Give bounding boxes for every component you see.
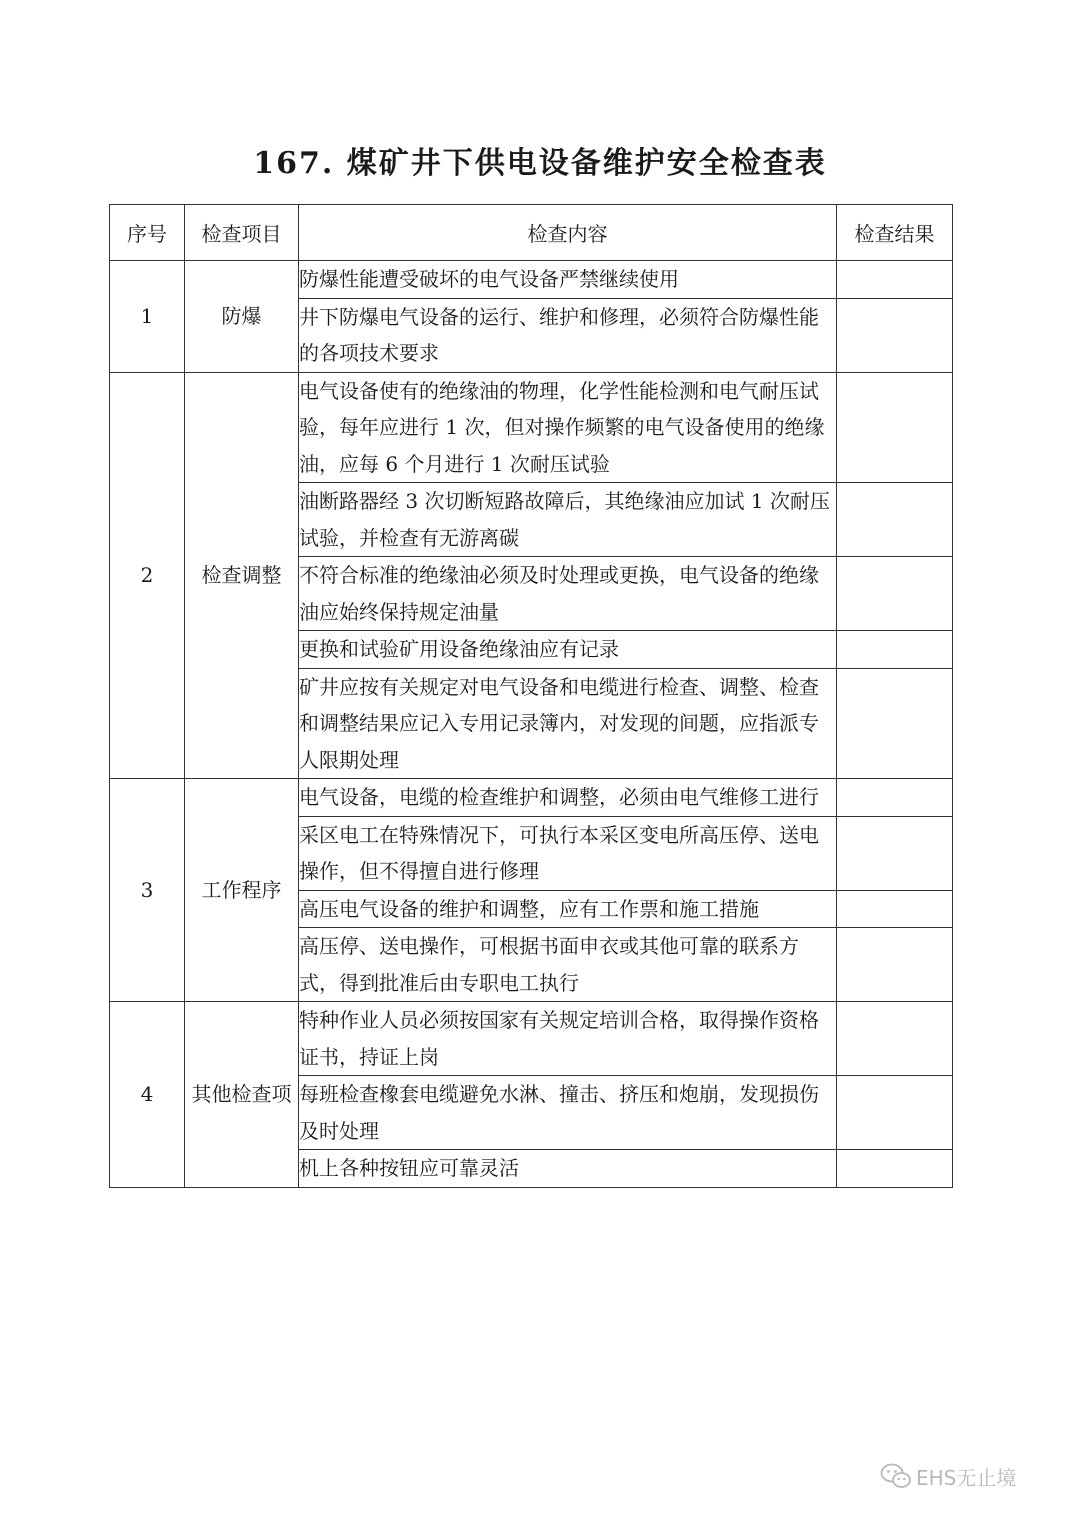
section-item: 防爆: [185, 261, 299, 373]
result-cell[interactable]: [837, 298, 953, 372]
result-cell[interactable]: [837, 816, 953, 890]
header-content: 检查内容: [299, 205, 837, 261]
result-cell[interactable]: [837, 1150, 953, 1188]
result-cell[interactable]: [837, 1002, 953, 1076]
result-cell[interactable]: [837, 261, 953, 299]
table-row: [110, 372, 953, 483]
section-item: 其他检查项: [185, 1002, 299, 1188]
check-content: 每班检查橡套电缆避免水淋、撞击、挤压和炮崩，发现损伤及时处理: [299, 1076, 837, 1150]
section-number: 2: [110, 372, 185, 779]
watermark-text: EHS无止境: [916, 1465, 1017, 1490]
header-item: 检查项目: [185, 205, 299, 261]
check-content: 特种作业人员必须按国家有关规定培训合格，取得操作资格证书，持证上岗: [299, 1002, 837, 1076]
table-row: [110, 779, 953, 817]
result-cell[interactable]: [837, 890, 953, 928]
result-cell[interactable]: [837, 1076, 953, 1150]
section-item: 工作程序: [185, 779, 299, 1002]
check-content: 采区电工在特殊情况下，可执行本采区变电所高压停、送电操作，但不得擅自进行修理: [299, 816, 837, 890]
result-cell[interactable]: [837, 928, 953, 1002]
check-content: 防爆性能遭受破坏的电气设备严禁继续使用: [299, 261, 837, 299]
section-number: 1: [110, 261, 185, 373]
check-content: 高压电气设备的维护和调整，应有工作票和施工措施: [299, 890, 837, 928]
header-result: 检查结果: [837, 205, 953, 261]
check-content: 高压停、送电操作，可根据书面申衣或其他可靠的联系方式，得到批准后由专职电工执行: [299, 928, 837, 1002]
document-title: 167. 煤矿井下供电设备维护安全检查表: [253, 146, 827, 181]
wechat-icon: [880, 1462, 912, 1490]
check-content: 电气设备使有的绝缘油的物理，化学性能检测和电气耐压试验，每年应进行 1 次，但对操作频繁的电气设备使用的绝缘油，应每 6 个月进行 1 次耐压试验: [299, 372, 837, 483]
check-content: 油断路器经 3 次切断短路故障后，其绝缘油应加试 1 次耐压试验，并检查有无游离碳: [299, 483, 837, 557]
check-content: 不符合标准的绝缘油必须及时处理或更换，电气设备的绝缘油应始终保持规定油量: [299, 557, 837, 631]
header-number: 序号: [110, 205, 185, 261]
result-cell[interactable]: [837, 483, 953, 557]
check-content: 井下防爆电气设备的运行、维护和修理，必须符合防爆性能的各项技术要求: [299, 298, 837, 372]
section-number: 3: [110, 779, 185, 1002]
table-row: [110, 1002, 953, 1076]
result-cell[interactable]: [837, 372, 953, 483]
safety-checklist-table: [109, 204, 953, 1188]
section-number: 4: [110, 1002, 185, 1188]
table-header-row: [110, 205, 953, 261]
check-content: 电气设备，电缆的检查维护和调整，必须由电气维修工进行: [299, 779, 837, 817]
result-cell[interactable]: [837, 779, 953, 817]
result-cell[interactable]: [837, 668, 953, 779]
section-item: 检查调整: [185, 372, 299, 779]
check-content: 机上各种按钮应可靠灵活: [299, 1150, 837, 1188]
table-row: [110, 261, 953, 299]
result-cell[interactable]: [837, 557, 953, 631]
watermark: [880, 1460, 1016, 1492]
check-content: 更换和试验矿用设备绝缘油应有记录: [299, 631, 837, 669]
result-cell[interactable]: [837, 631, 953, 669]
check-content: 矿井应按有关规定对电气设备和电缆进行检查、调整、检查和调整结果应记入专用记录簿内，对发现的间题，应指派专人限期处理: [299, 668, 837, 779]
